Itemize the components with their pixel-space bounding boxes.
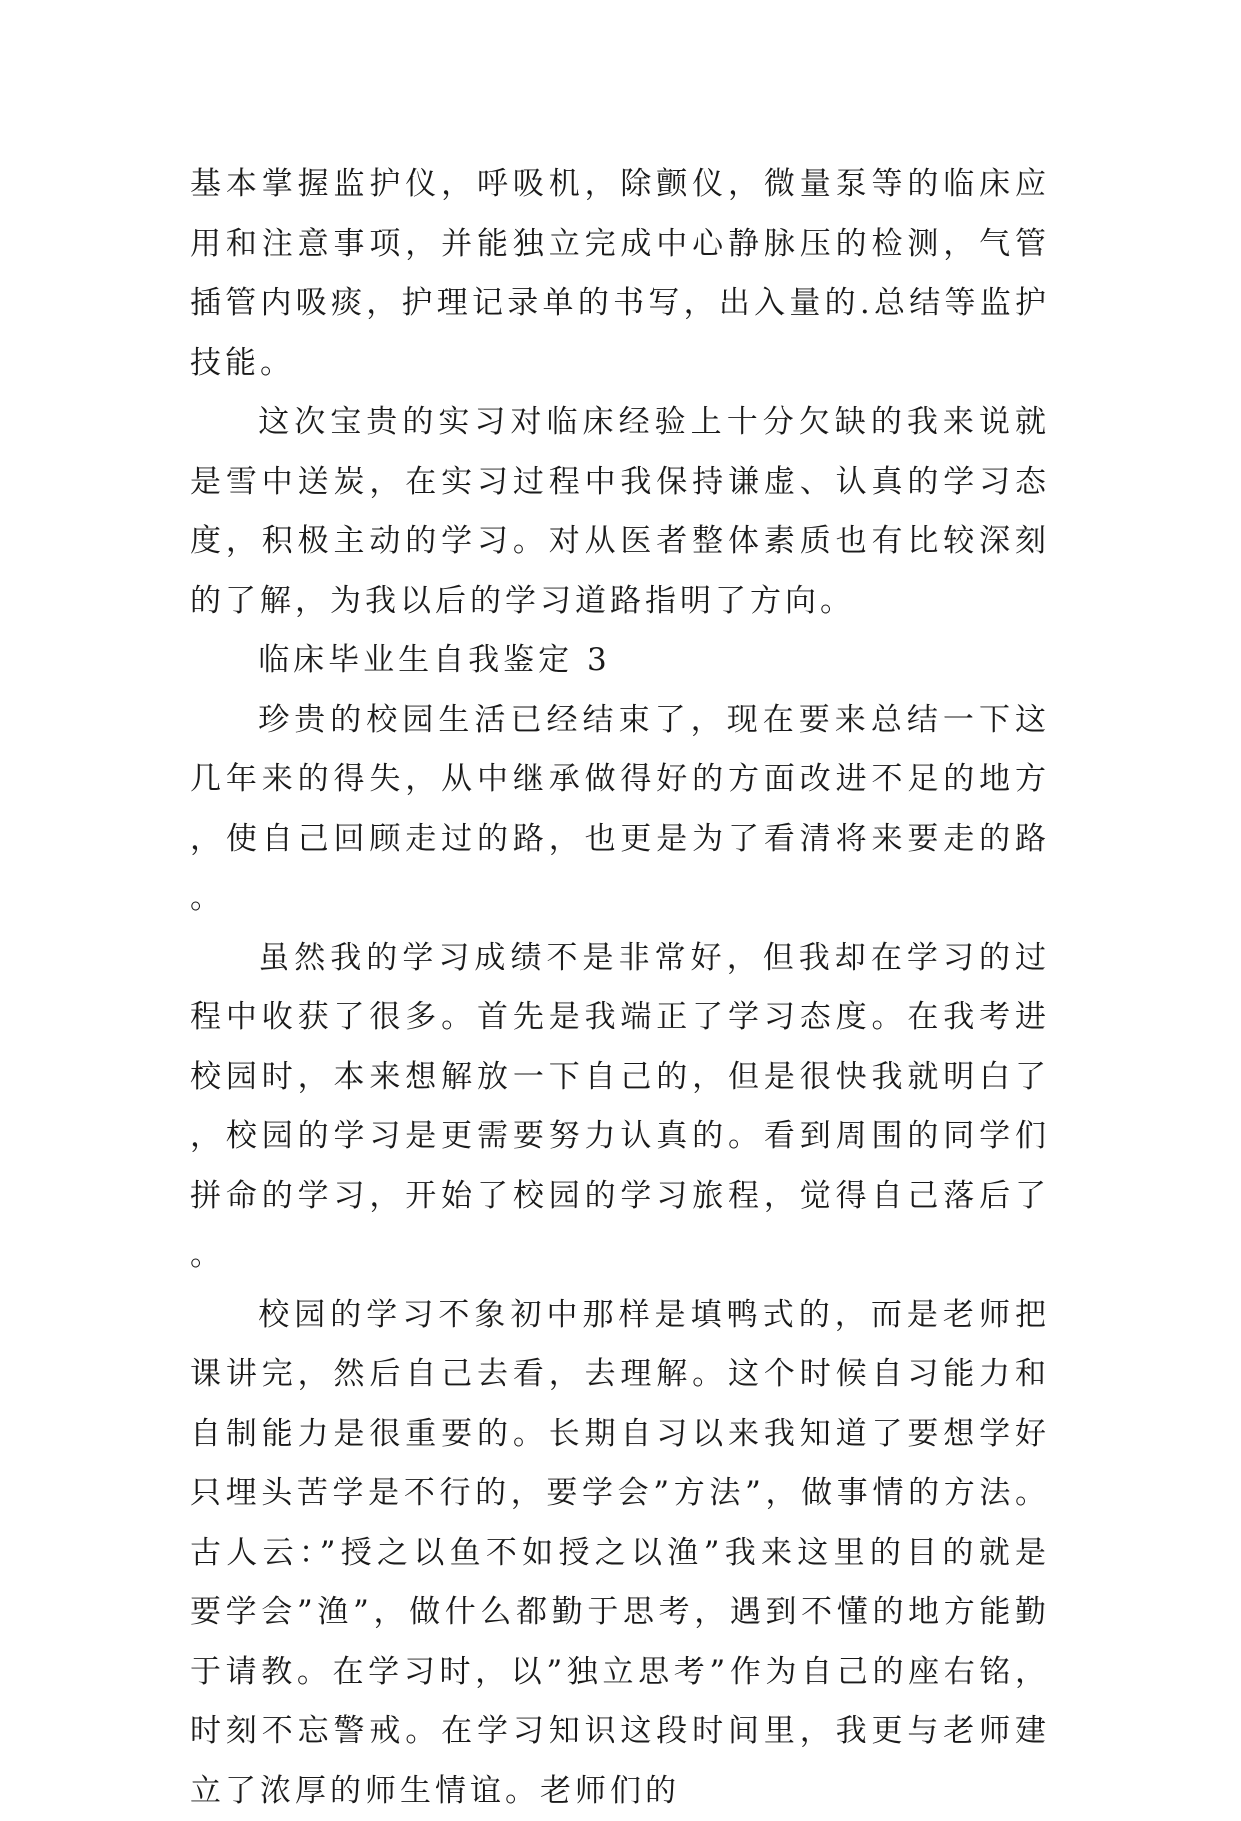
document-body bbox=[190, 155, 1050, 1821]
paragraph-campus-life-summary: 珍贵的校园生活已经结束了，现在要来总结一下这几年来的得失，从中继承做得好的方面改进不足的地方，使自己回顾走过的路，也更是为了看清将来要走的路。 bbox=[190, 691, 1050, 929]
paragraph-internship-reflection: 这次宝贵的实习对临床经验上十分欠缺的我来说就是雪中送炭，在实习过程中我保持谦虚、认真的学习态度，积极主动的学习。对从医者整体素质也有比较深刻的了解，为我以后的学习道路指明了方向。 bbox=[190, 393, 1050, 631]
section-heading: 临床毕业生自我鉴定 3 bbox=[190, 631, 1050, 691]
paragraph-study-attitude: 虽然我的学习成绩不是非常好，但我却在学习的过程中收获了很多。首先是我端正了学习态度。在我考进校园时，本来想解放一下自己的，但是很快我就明白了，校园的学习是更需要努力认真的。看到周围的同学们拼命的学习，开始了校园的学习旅程，觉得自己落后了。 bbox=[190, 929, 1050, 1286]
paragraph-learning-methods: 校园的学习不象初中那样是填鸭式的，而是老师把课讲完，然后自己去看，去理解。这个时候自习能力和自制能力是很重要的。长期自习以来我知道了要想学好只埋头苦学是不行的，要学会”方法”，做事情的方法。古人云：”授之以鱼不如授之以渔”我来这里的目的就是要学会”渔”，做什么都勤于思考，遇到不懂的地方能勤于请教。在学习时，以”独立思考”作为自己的座右铭，时刻不忘警戒。在学习知识这段时间里，我更与老师建立了浓厚的师生情谊。老师们的 bbox=[190, 1286, 1050, 1821]
paragraph-monitoring-skills: 基本掌握监护仪，呼吸机，除颤仪，微量泵等的临床应用和注意事项，并能独立完成中心静脉压的检测，气管插管内吸痰，护理记录单的书写，出入量的.总结等监护技能。 bbox=[190, 155, 1050, 393]
